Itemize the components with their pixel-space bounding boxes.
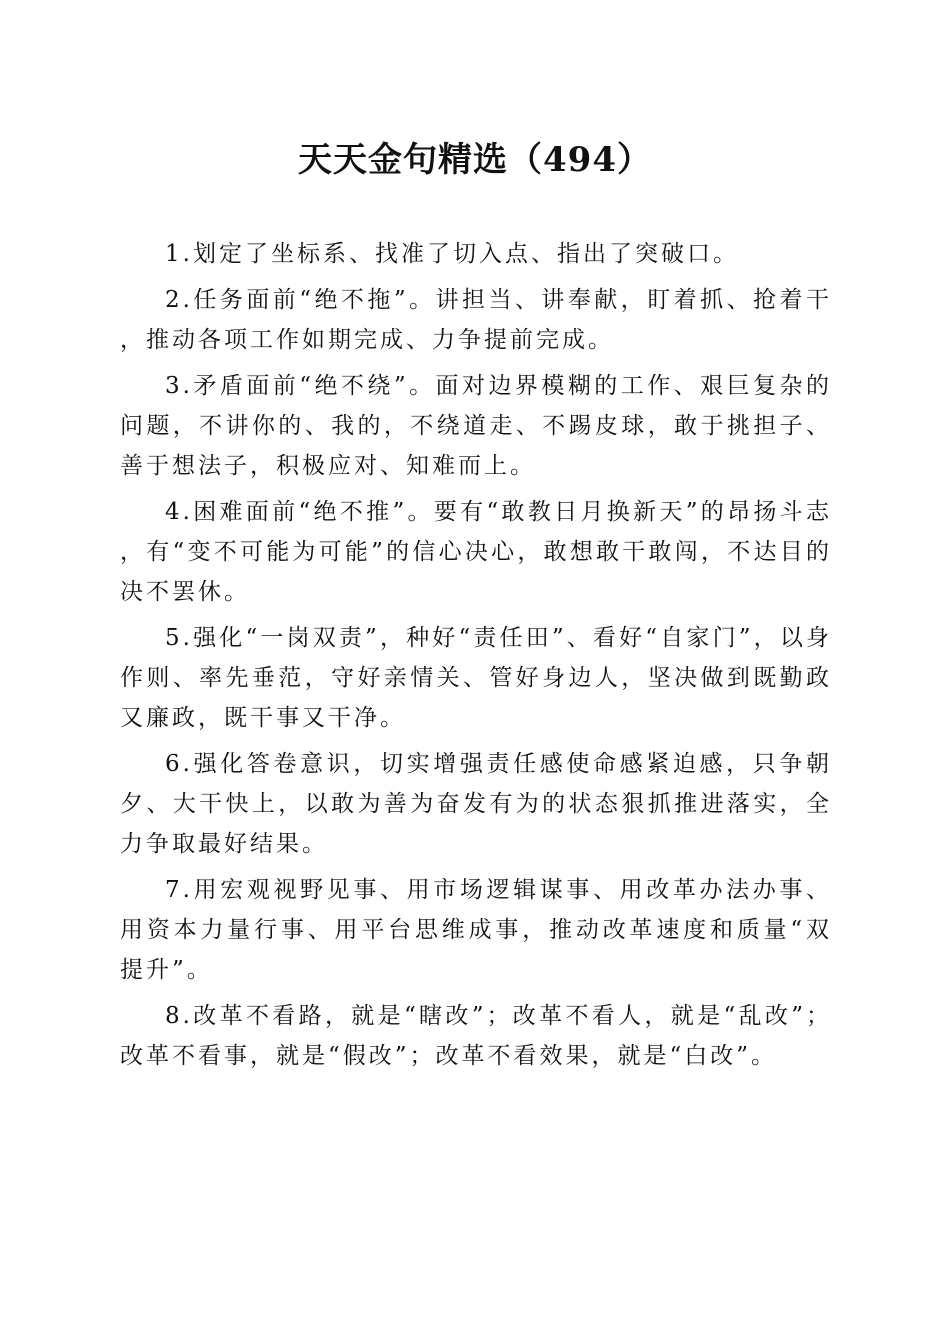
quote-paragraph-3: 3.矛盾面前“绝不绕”。面对边界模糊的工作、艰巨复杂的问题，不讲你的、我的，不绕道走、不踢皮球，敢于挑担子、善于想法子，积极应对、知难而上。 <box>120 373 832 479</box>
quote-paragraph-7: 7.用宏观视野见事、用市场逻辑谋事、用改革办法办事、用资本力量行事、用平台思维成事，推动改革速度和质量“双提升”。 <box>120 877 832 983</box>
document-body <box>120 234 832 1076</box>
quote-paragraph-8: 8.改革不看路，就是“瞎改”；改革不看人，就是“乱改”；改革不看事，就是“假改”；改革不看效果，就是“白改”。 <box>120 1003 832 1069</box>
page-title: 天天金句精选（494） <box>298 140 652 180</box>
quote-paragraph-5: 5.强化“一岗双责”，种好“责任田”、看好“自家门”，以身作则、率先垂范，守好亲情关、管好身边人，坚决做到既勤政又廉政，既干事又干净。 <box>120 625 832 731</box>
quote-paragraph-6: 6.强化答卷意识，切实增强责任感使命感紧迫感，只争朝夕、大干快上，以敢为善为奋发有为的状态狠抓推进落实，全力争取最好结果。 <box>120 751 832 857</box>
quote-paragraph-1: 1.划定了坐标系、找准了切入点、指出了突破口。 <box>165 241 739 267</box>
quote-paragraph-4: 4.困难面前“绝不推”。要有“敢教日月换新天”的昂扬斗志，有“变不可能为可能”的信心决心，敢想敢干敢闯，不达目的决不罢休。 <box>120 499 832 605</box>
quote-paragraph-2: 2.任务面前“绝不拖”。讲担当、讲奉献，盯着抓、抢着干，推动各项工作如期完成、力争提前完成。 <box>120 287 832 353</box>
